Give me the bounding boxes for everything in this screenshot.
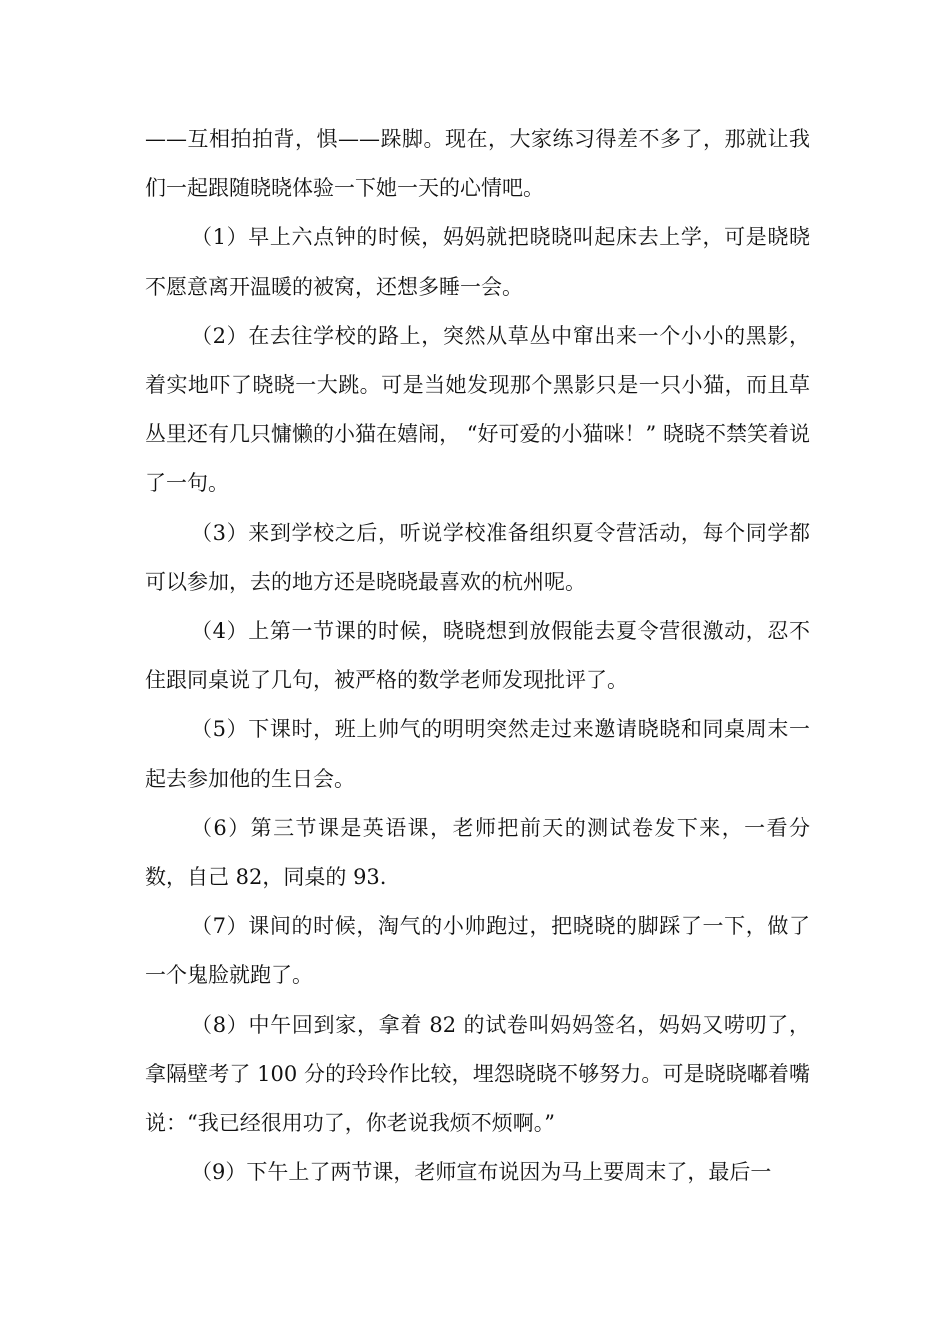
- paragraph-item-5: （5）下课时，班上帅气的明明突然走过来邀请晓晓和同桌周末一起去参加他的生日会。: [145, 717, 810, 791]
- paragraph-item-2: （2）在去往学校的路上，突然从草丛中窜出来一个小小的黑影，着实地吓了晓晓一大跳。可是当她发现那个黑影只是一只小猫，而且草丛里还有几只慵懒的小猫在嬉闹， “好可爱的小猫咪！” 晓晓不禁笑着说了一句。: [145, 323, 810, 496]
- paragraph-item-7: （7）课间的时候，淘气的小帅跑过，把晓晓的脚踩了一下，做了一个鬼脸就跑了。: [145, 914, 810, 988]
- paragraph-item-3: （3）来到学校之后，听说学校准备组织夏令营活动，每个同学都可以参加，去的地方还是晓晓最喜欢的杭州呢。: [145, 520, 810, 594]
- paragraph-item-1: （1）早上六点钟的时候，妈妈就把晓晓叫起床去上学，可是晓晓不愿意离开温暖的被窝，还想多睡一会。: [145, 225, 810, 299]
- document-body: [145, 115, 810, 1197]
- paragraph-item-9: （9）下午上了两节课，老师宣布说因为马上要周末了，最后一: [191, 1160, 772, 1185]
- paragraph-intro: ——互相拍拍背，惧——跺脚。现在，大家练习得差不多了，那就让我们一起跟随晓晓体验一下她一天的心情吧。: [145, 127, 810, 201]
- paragraph-item-4: （4）上第一节课的时候，晓晓想到放假能去夏令营很激动，忍不住跟同桌说了几句，被严格的数学老师发现批评了。: [145, 619, 810, 693]
- paragraph-item-6: （6）第三节课是英语课，老师把前天的测试卷发下来，一看分数，自己 82，同桌的 93.: [145, 815, 810, 890]
- paragraph-item-8: （8）中午回到家，拿着 82 的试卷叫妈妈签名，妈妈又唠叨了，拿隔壁考了 100 分的玲玲作比较，埋怨晓晓不够努力。可是晓晓嘟着嘴说：“我已经很用功了，你老说我烦不烦啊。”: [145, 1012, 810, 1136]
